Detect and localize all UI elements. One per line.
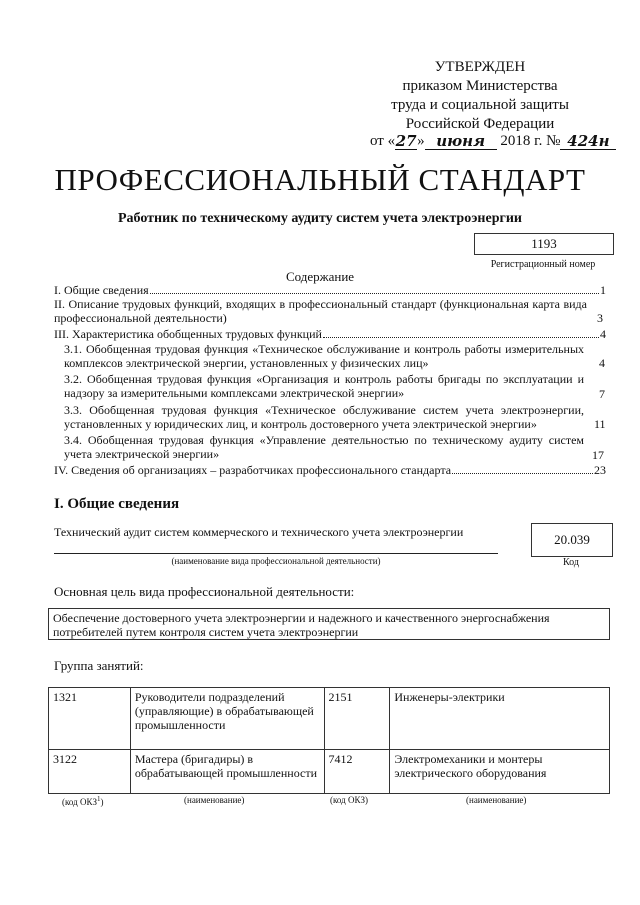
document-subtitle: Работник по техническому аудиту систем учета электроэнергии [118, 211, 522, 226]
toc-heading: Содержание [285, 269, 355, 284]
toc-entry-page: 7 [599, 387, 605, 401]
toc-entry[interactable] [54, 463, 606, 477]
okz-code: 1321 [49, 688, 131, 750]
toc-entry[interactable] [54, 327, 606, 341]
toc-entry-page: 11 [594, 417, 606, 431]
date-year: 2018 г. № [500, 133, 561, 149]
toc-entry[interactable] [64, 372, 584, 400]
approval-date [370, 132, 616, 150]
table-row [49, 750, 610, 794]
toc-entry-text: II. Описание трудовых функций, входящих в профессиональный стандарт (функциональная карта вида профессиональной деятельности) [54, 297, 587, 325]
caption-name: (наименование) [466, 795, 527, 805]
occupation-name: Электромеханики и монтеры электрического оборудования [390, 750, 610, 794]
goal-box [48, 608, 610, 640]
approval-block [360, 58, 600, 134]
activity-kind: Технический аудит систем коммерческого и технического учета электроэнергии [54, 525, 464, 539]
toc-entry-page: 23 [594, 463, 606, 477]
goal-label: Основная цель вида профессиональной деятельности: [54, 584, 355, 599]
date-month: июня [425, 132, 497, 150]
date-close: » [417, 133, 425, 149]
toc-entry-page: 4 [599, 356, 605, 370]
section-title: I. Общие сведения [54, 496, 180, 512]
activity-kind-caption: (наименование вида профессиональной деятельности) [171, 556, 381, 566]
toc-entry[interactable] [64, 342, 584, 370]
divider [54, 553, 498, 554]
toc-entry-text: 3.2. Обобщенная трудовая функция «Организация и контроль работы бригады по эксплуатации и надзору за измерительными комплексами электрической энергии» [64, 372, 584, 400]
okz-code: 3122 [49, 750, 131, 794]
toc-entry[interactable] [54, 283, 606, 297]
toc-entry-text: III. Характеристика обобщенных трудовых функций [54, 327, 322, 341]
caption-code-okz: (код ОКЗ$^1$) [62, 795, 104, 807]
toc-entry[interactable] [64, 403, 584, 431]
group-label: Группа занятий: [54, 658, 144, 673]
document-title: ПРОФЕССИОНАЛЬНЫЙ СТАНДАРТ [54, 162, 586, 197]
toc-entry-text: 3.3. Обобщенная трудовая функция «Техническое обслуживание систем учета электроэнергии, установленных у юридических лиц, и контроль достоверного учета электрической энергии» [64, 403, 584, 431]
order-number: 424н [560, 132, 616, 150]
okz-code: 7412 [324, 750, 390, 794]
date-day: 27 [395, 132, 417, 150]
goal-text: Обеспечение достоверного учета электроэнергии и надежного и качественного энергоснабжения потребителей путем контроля систем учета электроэнергии [53, 611, 550, 639]
caption-name: (наименование) [184, 795, 245, 805]
toc-entry-page: 4 [600, 327, 606, 341]
approval-line: приказом Министерства [402, 78, 558, 94]
registration-number: 1193 [474, 233, 614, 255]
occupation-name: Руководители подразделений (управляющие) в обрабатывающей промышленности [130, 688, 324, 750]
toc-entry-page: 17 [592, 448, 604, 462]
toc-entry-text: 3.1. Обобщенная трудовая функция «Техническое обслуживание и контроль работы измерительных комплексов электрической энергии, установленных у физических лиц» [64, 342, 584, 370]
table-row [49, 688, 610, 750]
caption-code-okz: (код ОКЗ) [330, 795, 368, 805]
occupation-name: Мастера (бригадиры) в обрабатывающей промышленности [130, 750, 324, 794]
occupations-table [48, 687, 610, 794]
registration-label: Регистрационный номер [490, 259, 596, 270]
toc-entry-page: 1 [600, 283, 606, 297]
toc-entry[interactable] [54, 297, 587, 325]
occupation-name: Инженеры-электрики [390, 688, 610, 750]
okz-code: 2151 [324, 688, 390, 750]
activity-code-caption: Код [563, 557, 579, 568]
toc-entry-text: 3.4. Обобщенная трудовая функция «Управление деятельностью по техническому аудиту систем учета электрической энергии» [64, 433, 584, 461]
toc-entry[interactable] [64, 433, 584, 461]
toc-entry-page: 3 [597, 311, 603, 325]
toc-entry-text: IV. Сведения об организациях – разработчиках профессионального стандарта [54, 463, 452, 477]
approval-line: труда и социальной защиты [391, 97, 569, 113]
toc-entry-text: I. Общие сведения [54, 283, 149, 297]
approval-line: УТВЕРЖДЕН [434, 59, 526, 75]
activity-code: 20.039 [531, 523, 613, 557]
approval-line: Российской Федерации [405, 116, 555, 132]
date-prefix: от « [370, 133, 396, 149]
